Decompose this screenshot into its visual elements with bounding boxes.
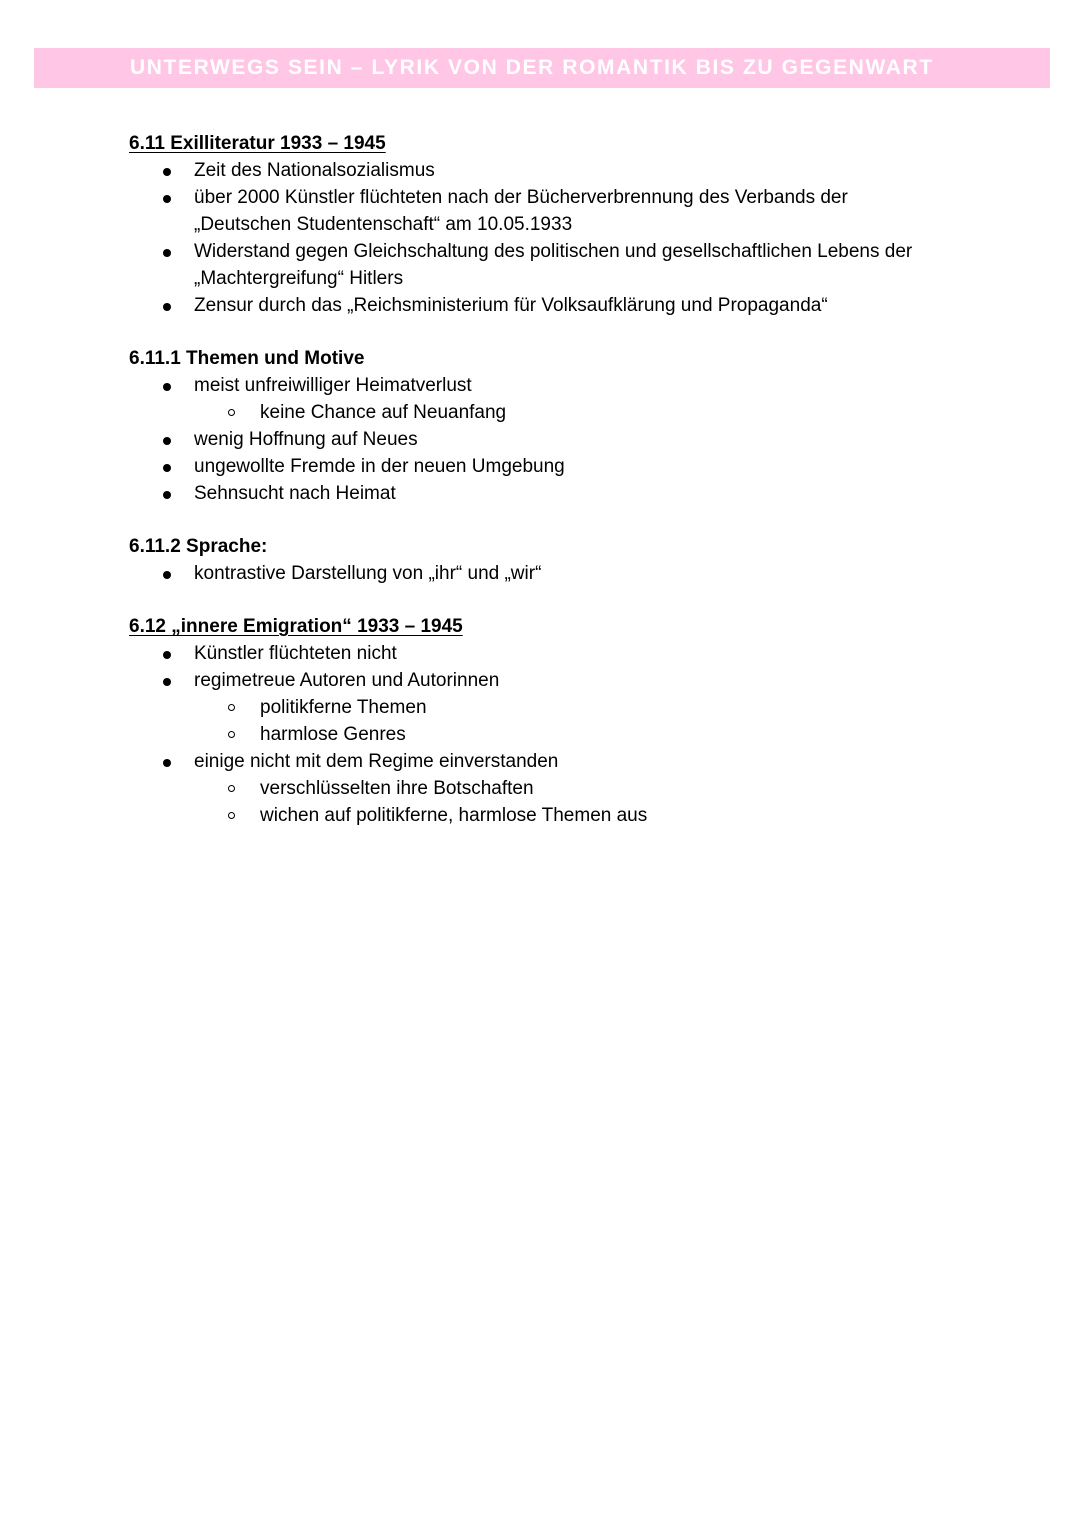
section-title: 6.12 „innere Emigration“ 1933 – 1945: [129, 616, 463, 637]
section-exilliteratur: [129, 130, 1029, 319]
section-title: 6.11 Exilliteratur 1933 – 1945: [129, 133, 386, 154]
list-item: meist unfreiwilliger Heimatverlust: [129, 372, 1029, 399]
list-item: Sehnsucht nach Heimat: [129, 480, 1029, 507]
sub-list-item: harmlose Genres: [129, 721, 1029, 748]
header-banner: [34, 48, 1050, 88]
bullet-list: [129, 372, 1029, 507]
section-innere-emigration: [129, 613, 1029, 829]
sub-list-item: verschlüsselten ihre Botschaften: [129, 775, 1029, 802]
sub-list-item: wichen auf politikferne, harmlose Themen aus: [129, 802, 1029, 829]
list-item: Zensur durch das „Reichsministerium für Volksaufklärung und Propaganda“: [129, 292, 1029, 319]
list-item: kontrastive Darstellung von „ihr“ und „wir“: [129, 560, 1029, 587]
list-item: regimetreue Autoren und Autorinnen: [129, 667, 1029, 694]
section-themen-und-motive: [129, 345, 1029, 507]
bullet-list: [129, 157, 1029, 319]
list-item: Widerstand gegen Gleichschaltung des politischen und gesellschaftlichen Lebens der „Machtergreifung“ Hitlers: [129, 238, 1029, 292]
bullet-list: [129, 640, 1029, 829]
list-item: Künstler flüchteten nicht: [129, 640, 1029, 667]
list-item: Zeit des Nationalsozialismus: [129, 157, 1029, 184]
sub-list-item: keine Chance auf Neuanfang: [129, 399, 1029, 426]
list-item: ungewollte Fremde in der neuen Umgebung: [129, 453, 1029, 480]
document-body: [129, 130, 1029, 855]
list-item: wenig Hoffnung auf Neues: [129, 426, 1029, 453]
bullet-list: [129, 560, 1029, 587]
sub-list-item: politikferne Themen: [129, 694, 1029, 721]
header-title: UNTERWEGS SEIN – LYRIK VON DER ROMANTIK BIS ZU GEGENWART: [130, 56, 934, 79]
section-title: 6.11.2 Sprache:: [129, 536, 268, 557]
section-sprache: [129, 533, 1029, 587]
list-item: über 2000 Künstler flüchteten nach der Bücherverbrennung des Verbands der „Deutschen Studentenschaft“ am 10.05.1933: [129, 184, 1029, 238]
section-title: 6.11.1 Themen und Motive: [129, 348, 365, 369]
list-item: einige nicht mit dem Regime einverstanden: [129, 748, 1029, 775]
